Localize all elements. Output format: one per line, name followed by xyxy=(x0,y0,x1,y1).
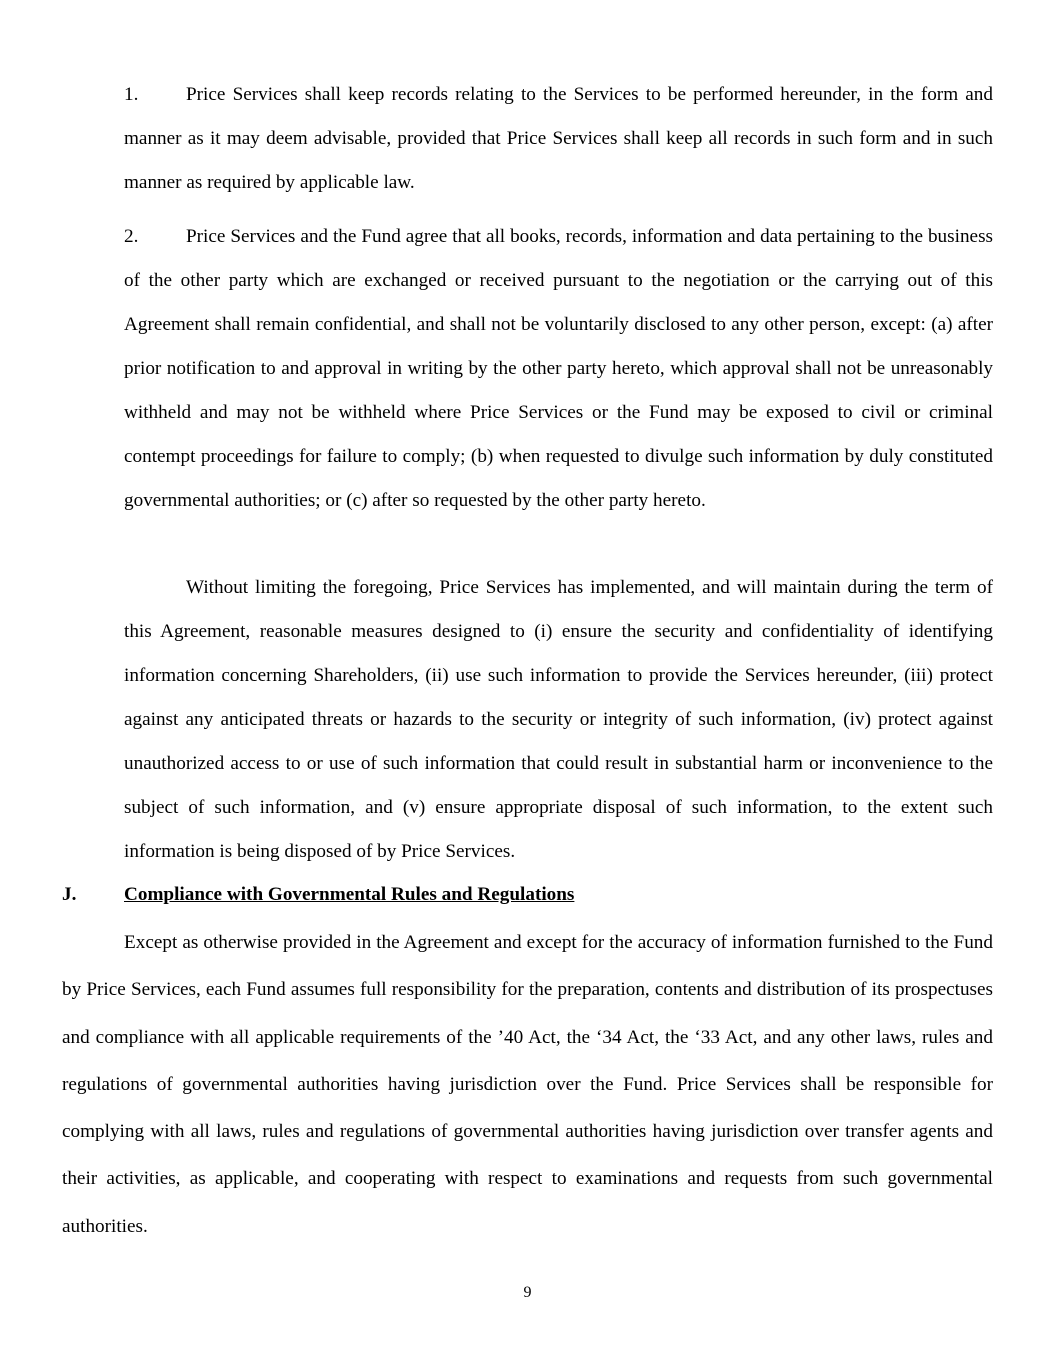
numbered-item-1 xyxy=(124,73,993,205)
section-heading xyxy=(62,880,993,910)
security-paragraph: Without limiting the foregoing, Price Services has implemented, and will maintain during the term of this Agreement, reasonable measures designed to (i) ensure the security and confidentiality of identifying information concerning Shareholders, (ii) use such information to provide the Services hereunder, (iii) protect against any anticipated threats or hazards to the security or integrity of such information, (iv) protect against unauthorized access to or use of such information that could result in substantial harm or inconvenience to the subject of such information, and (v) ensure appropriate disposal of such information, to the extent such information is being disposed of by Price Services. xyxy=(124,577,993,862)
item-text: Price Services and the Fund agree that all books, records, information and data pertaining to the business of the other party which are exchanged or received pursuant to the negotiation or the carrying out of this Agreement shall remain confidential, and shall not be voluntarily disclosed to any other person, except: (a) after prior notification to and approval in writing by the other party hereto, which approval shall not be unreasonably withheld and may not be withheld where Price Services or the Fund may be exposed to civil or criminal contempt proceedings for failure to comply; (b) when requested to divulge such information by duly constituted governmental authorities; or (c) after so requested by the other party hereto. xyxy=(124,226,993,511)
section-title: Compliance with Governmental Rules and Regulations xyxy=(124,884,575,905)
numbered-item-2 xyxy=(124,215,993,523)
item-number: 1. xyxy=(124,84,139,105)
section-body-paragraph: Except as otherwise provided in the Agreement and except for the accuracy of information furnished to the Fund by Price Services, each Fund assumes full responsibility for the preparation, contents and distribution of its prospectuses and compliance with all applicable requirements of the ’40 Act, the ‘34 Act, the ‘33 Act, and any other laws, rules and regulations of governmental authorities having jurisdiction over the Fund. Price Services shall be responsible for complying with all laws, rules and regulations of governmental authorities having jurisdiction over transfer agents and their activities, as applicable, and cooperating with respect to examinations and requests from such governmental authorities. xyxy=(62,932,993,1237)
item-text: Price Services shall keep records relating to the Services to be performed hereunder, in the form and manner as it may deem advisable, provided that Price Services shall keep all records in such form and in such manner as required by applicable law. xyxy=(124,84,993,193)
page-number: 9 xyxy=(523,1284,532,1301)
section-letter: J. xyxy=(62,884,77,905)
item-number: 2. xyxy=(124,226,139,247)
